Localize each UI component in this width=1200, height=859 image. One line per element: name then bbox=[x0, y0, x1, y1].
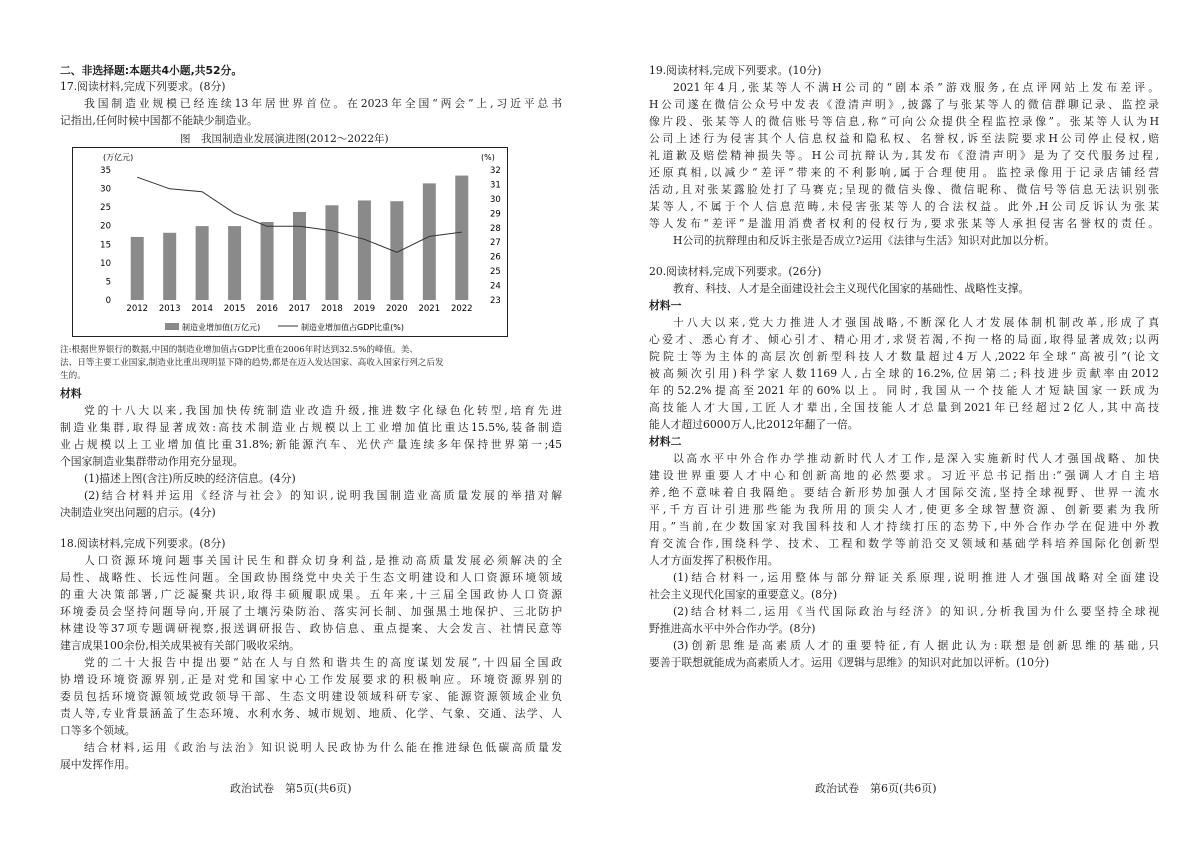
y-left-tick: 15 bbox=[100, 240, 111, 251]
q18-line: 的重大决策部署,广泛凝聚共识,取得丰硕履职成果。五年来,十三届全国政协人口资源 bbox=[60, 588, 562, 601]
q18-line: 林建设等37项专题调研视察,报送调研报告、政协信息、重点提案、大会发言、社情民意等 bbox=[60, 622, 562, 635]
bar-mark bbox=[261, 222, 274, 300]
y-left-tick: 5 bbox=[105, 277, 111, 288]
q20-material2-label: 材料二 bbox=[649, 435, 682, 448]
chart-note-line: 法、日等主要工业国家,制造业比重出现明显下降的趋势,都是在迈入发达国家、高收入国家行列之后发 bbox=[60, 358, 444, 368]
q20-question: 野推进高水平中外合作办学。(8分) bbox=[649, 622, 816, 635]
q19-line: 礼道歉及赔偿精神损失等。H公司抗辩认为,其发布《澄清声明》是为了交代服务过程, bbox=[649, 149, 1159, 162]
bar-mark bbox=[131, 237, 144, 300]
bar-mark bbox=[196, 226, 209, 300]
q20-m2-line: 养,绝不意味着自我隔绝。要结合新形势加强人才国际交流,坚持全球视野、世界一流水 bbox=[649, 486, 1159, 499]
q20-m1-line: 年的52.2%提高至2021年的60%以上。同时,我国从一个技能人才短缺国家一跃成为 bbox=[649, 384, 1159, 397]
q20-m1-line: 能人才超过6000万人,比2012年翻了一倍。 bbox=[649, 418, 859, 431]
y-right-tick: 32 bbox=[490, 166, 501, 176]
q19-title: 19.阅读材料,完成下列要求。(10分) bbox=[649, 64, 822, 77]
q17-title: 17.阅读材料,完成下列要求。(8分) bbox=[60, 80, 226, 93]
y-left-label: (万亿元) bbox=[103, 153, 134, 162]
chart-note-line: 注:根据世界银行的数据,中国的制造业增加值占GDP比重在2006年时达到32.5%的峰值。美、 bbox=[60, 345, 418, 355]
y-right-tick: 24 bbox=[490, 281, 501, 292]
q20-question: (1)结合材料一,运用整体与部分辩证关系原理,说明推进人才强国战略对全面建设 bbox=[673, 571, 1159, 584]
y-right-tick: 31 bbox=[490, 180, 501, 191]
x-tick-label: 2017 bbox=[288, 304, 311, 314]
q17-intro-line: 我国制造业规模已经连续13年居世界首位。在2023年全国“两会”上,习近平总书 bbox=[84, 97, 562, 110]
page-footer: 政治试卷 第5页(共6页) bbox=[230, 782, 352, 795]
q18-line: 委员包括环境资源领域党政领导干部、生态文明建设领域科研专家、能源资源领域企业负 bbox=[60, 690, 562, 703]
q19-line: H公司遂在微信公众号中发表《澄清声明》,披露了与张某等人的微信群聊记录、监控录 bbox=[649, 98, 1159, 111]
q20-question: (3)创新思维是高素质人才的重要特征,有人据此认为:联想是创新思维的基础,只 bbox=[673, 639, 1159, 652]
page-footer: 政治试卷 第6页(共6页) bbox=[815, 782, 937, 795]
q18-line: 结合材料,运用《政治与法治》知识说明人民政协为什么能在推进绿色低碳高质量发 bbox=[84, 741, 562, 754]
y-right-tick: 30 bbox=[490, 194, 501, 205]
q20-m2-line: 以高水平中外合作办学推动新时代人才工作,是深入实施新时代人才强国战略、加快 bbox=[673, 452, 1159, 465]
q19-line: 某等人,不属于个人信息范畴,未侵害张某等人的合法权益。此外,H公司反诉认为张某 bbox=[649, 200, 1159, 213]
q17-intro-line: 记指出,任何时候中国都不能缺少制造业。 bbox=[60, 114, 258, 127]
q19-line: 2021年4月,张某等人不满H公司的“剧本杀”游戏服务,在点评网站上发布差评。 bbox=[673, 81, 1159, 94]
y-right-tick: 25 bbox=[490, 267, 501, 278]
q20-m2-line: 平,千方百计引进那些能为我所用的顶尖人才,使更多全球智慧资源、创新要素为我所 bbox=[649, 503, 1159, 516]
manufacturing-chart bbox=[73, 148, 509, 338]
y-right-tick: 26 bbox=[490, 252, 501, 263]
q17-material-line: 个国家制造业集群带动作用充分显现。 bbox=[60, 455, 244, 468]
legend-bar-swatch bbox=[165, 323, 179, 330]
x-tick-label: 2015 bbox=[223, 304, 246, 314]
q20-m1-line: 十八大以来,党大力推进人才强国战略,不断深化人才发展体制机制改革,形成了真 bbox=[673, 316, 1159, 329]
bar-mark bbox=[423, 183, 436, 300]
q19-line: 等人发布“差评”是滥用消费者权利的侵权行为,要求张某等人承担侵害名誉权的责任。 bbox=[649, 217, 1159, 230]
q20-m1-line: 被高频次引用)科学家人数1169人,占全球的16.2%,位居第二;科技进步贡献率由2012 bbox=[649, 367, 1159, 380]
q19-question: H公司的抗辩理由和反诉主张是否成立?运用《法律与生活》知识对此加以分析。 bbox=[673, 234, 1056, 247]
chart-note-line: 生的。 bbox=[60, 371, 86, 381]
chart-frame bbox=[72, 147, 508, 337]
q18-line: 人口资源环境问题事关国计民生和群众切身利益,是推动高质量发展必须解决的全 bbox=[84, 554, 562, 567]
bar-mark bbox=[163, 233, 176, 300]
q20-m2-line: 人才方面发挥了积极作用。 bbox=[649, 554, 779, 567]
q20-m2-line: 建设世界重要人才中心和创新高地的必然要求。习近平总书记指出:“强调人才自主培 bbox=[649, 469, 1159, 482]
q20-m1-line: 院院士等为主体的高层次创新型科技人才数量超过4万人,2022年全球“高被引”(论文 bbox=[649, 350, 1159, 363]
y-left-tick: 25 bbox=[100, 203, 111, 214]
x-tick-label: 2019 bbox=[353, 304, 376, 314]
x-tick-label: 2016 bbox=[256, 304, 278, 314]
q18-line: 责人等,专业背景涵盖了生态环境、水利水务、城市规划、地质、化学、气象、交通、法学、人 bbox=[60, 707, 562, 720]
x-tick-label: 2020 bbox=[386, 304, 408, 314]
q17-material-line: 制造业集群,取得显著成效:高技术制造业占规模以上工业增加值比重达15.5%,装备制造 bbox=[60, 421, 562, 434]
section-title: 二、非选择题:本题共4小题,共52分。 bbox=[60, 64, 243, 77]
q18-line: 党的二十大报告中提出要“站在人与自然和谐共生的高度谋划发展”,十四届全国政 bbox=[84, 656, 562, 669]
y-left-tick: 0 bbox=[105, 296, 111, 306]
q18-line: 建言成果100余份,相关成果被有关部门吸收采纳。 bbox=[60, 639, 300, 652]
x-tick-label: 2021 bbox=[418, 304, 441, 314]
q17-question: 决制造业突出问题的启示。(4分) bbox=[60, 506, 216, 519]
q20-question: 社会主义现代化国家的重要意义。(8分) bbox=[649, 588, 838, 601]
y-right-tick: 29 bbox=[490, 209, 501, 220]
chart-title: 图 我国制造业发展演进图(2012～2022年) bbox=[180, 133, 389, 145]
q20-title: 20.阅读材料,完成下列要求。(26分) bbox=[649, 265, 822, 278]
q18-title: 18.阅读材料,完成下列要求。(8分) bbox=[60, 537, 226, 550]
q18-line: 局性、战略性、长远性问题。全国政协围绕党中央关于生态文明建设和人口资源环境领域 bbox=[60, 571, 562, 584]
y-right-label: (%) bbox=[481, 153, 495, 162]
q19-line: 还原真相,以减少“差评”带来的不利影响,属于合理使用。监控录像用于记录店铺经营 bbox=[649, 166, 1159, 179]
q20-m1-line: 高技能人才大国,工匠人才辈出,全国技能人才总量到2021年已经超过2亿人,其中高技 bbox=[649, 401, 1159, 414]
q18-line: 协增设环境资源界别,正是对党和国家中心工作发展要求的积极响应。环境资源界别的 bbox=[60, 673, 562, 686]
y-right-tick: 27 bbox=[490, 238, 501, 249]
y-left-tick: 35 bbox=[100, 166, 111, 176]
q19-line: 公司上述行为侵害其个人信息权益和隐私权、名誉权,诉至法院要求H公司停止侵权,赔 bbox=[649, 132, 1159, 145]
q18-line: 环境委员会坚持问题导向,开展了土壤污染防治、落实河长制、加强黑土地保护、三北防护 bbox=[60, 605, 562, 618]
q20-material1-label: 材料一 bbox=[649, 299, 682, 312]
q20-m2-line: 用。”当前,在少数国家对我国科技和人才持续打压的态势下,中外合作办学在促进中外教 bbox=[649, 520, 1159, 533]
y-left-tick: 20 bbox=[100, 221, 111, 232]
bar-mark bbox=[358, 200, 371, 300]
page-6 bbox=[649, 0, 1200, 859]
y-right-tick: 23 bbox=[490, 296, 501, 306]
q20-question: (2)结合材料二,运用《当代国际政治与经济》的知识,分析我国为什么要坚持全球视 bbox=[673, 605, 1159, 618]
q18-line: 展中发挥作用。 bbox=[60, 758, 136, 771]
x-tick-label: 2014 bbox=[191, 304, 213, 314]
bar-mark bbox=[325, 205, 338, 300]
y-right-tick: 28 bbox=[490, 223, 501, 234]
page-5 bbox=[60, 0, 620, 859]
y-left-tick: 10 bbox=[100, 258, 111, 269]
bar-mark bbox=[228, 226, 241, 300]
bar-mark bbox=[293, 212, 306, 300]
bar-mark bbox=[455, 176, 468, 300]
q20-question: 要善于联想就能成为高素质人才。运用《逻辑与思维》的知识对此加以评析。(10分) bbox=[649, 656, 1050, 669]
legend-line-label: 制造业增加值占GDP比重(%) bbox=[301, 323, 405, 332]
x-tick-label: 2012 bbox=[126, 304, 149, 314]
q17-material-line: 党的十八大以来,我国加快传统制造业改造升级,推进数字化绿色化转型,培育先进 bbox=[84, 404, 562, 417]
q17-question: (1)描述上图(含注)所反映的经济信息。(4分) bbox=[84, 472, 296, 485]
x-tick-label: 2022 bbox=[450, 304, 473, 314]
q17-question: (2)结合材料并运用《经济与社会》的知识,说明我国制造业高质量发展的举措对解 bbox=[84, 489, 562, 502]
legend-bar-label: 制造业增加值(万亿元) bbox=[182, 323, 261, 332]
q18-line: 口等多个领域。 bbox=[60, 724, 136, 737]
q19-line: 活动,且对张某露脸处打了马赛克;呈现的微信头像、微信昵称、微信号等信息无法识别张 bbox=[649, 183, 1159, 196]
q20-m2-line: 育交流合作,围绕科学、技术、工程和数学等前沿交叉领域和基础学科培养国际化创新型 bbox=[649, 537, 1159, 550]
q19-line: 像片段、张某等人的微信账号等信息,称“可向公众提供全程监控录像”。张某等人认为H bbox=[649, 115, 1159, 128]
y-left-tick: 30 bbox=[100, 184, 111, 195]
q20-m1-line: 心爱才、悉心育才、倾心引才、精心用才,求贤若渴,不拘一格的局面,取得显著成效;以两 bbox=[649, 333, 1159, 346]
q20-intro: 教育、科技、人才是全面建设社会主义现代化国家的基础性、战略性支撑。 bbox=[673, 282, 1030, 295]
q17-material-label: 材料 bbox=[60, 387, 82, 400]
x-tick-label: 2018 bbox=[321, 304, 343, 314]
q17-material-line: 业占规模以上工业增加值比重31.8%;新能源汽车、光伏产量连续多年保持世界第一;45 bbox=[60, 438, 562, 451]
x-tick-label: 2013 bbox=[158, 304, 181, 314]
